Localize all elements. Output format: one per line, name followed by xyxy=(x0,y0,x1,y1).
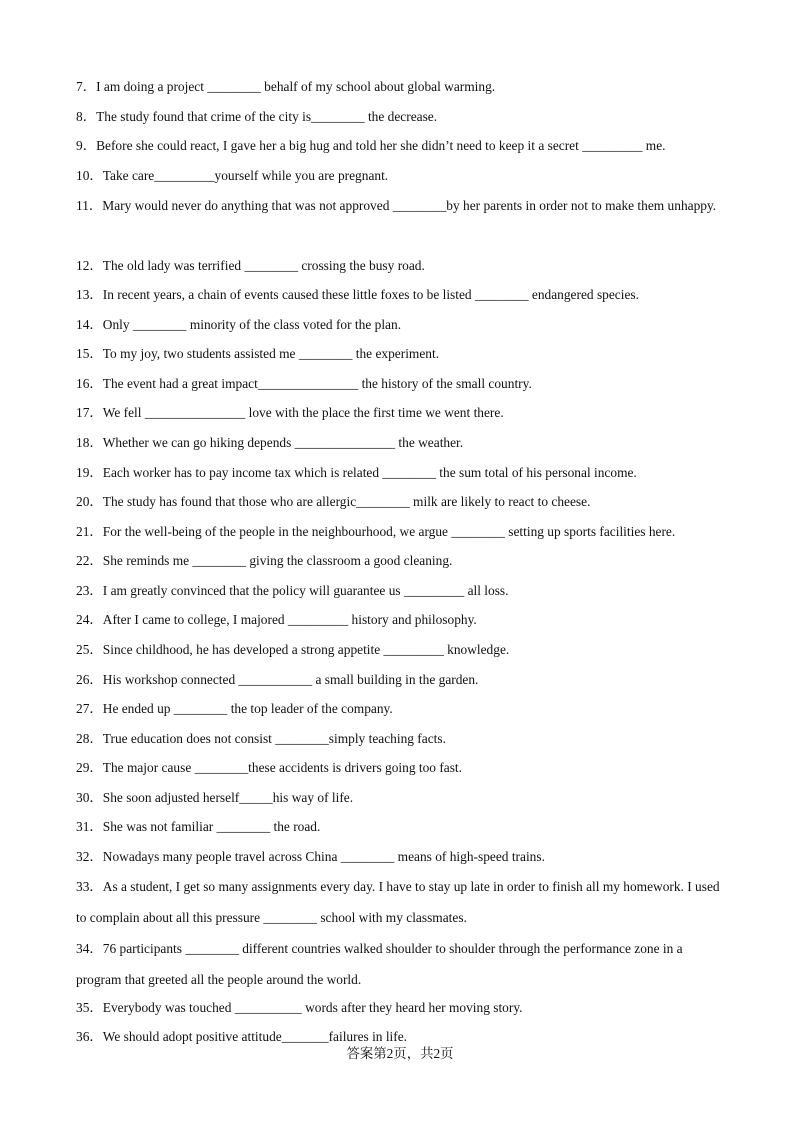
question-14: 14．Only ________ minority of the class voted for the plan. xyxy=(76,317,402,332)
question-28: 28．True education does not consist ________simply teaching facts. xyxy=(76,731,446,746)
question-35: 35．Everybody was touched __________ words after they heard her moving story. xyxy=(76,1000,523,1015)
question-29: 29．The major cause ________these accidents is drivers going too fast. xyxy=(76,760,463,775)
question-32: 32．Nowadays many people travel across China ________ means of high-speed trains. xyxy=(76,849,545,864)
question-16: 16．The event had a great impact_______________ the history of the small country. xyxy=(76,376,532,391)
question-8: 8．The study found that crime of the city is________ the decrease. xyxy=(76,109,438,124)
question-30: 30．She soon adjusted herself_____his way of life. xyxy=(76,790,354,805)
question-26: 26．His workshop connected ___________ a small building in the garden. xyxy=(76,672,479,687)
question-13: 13．In recent years, a chain of events caused these little foxes to be listed ________ endangered species. xyxy=(76,287,639,302)
question-24: 24．After I came to college, I majored _________ history and philosophy. xyxy=(76,612,477,627)
question-7: 7．I am doing a project ________ behalf of my school about global warming. xyxy=(76,79,496,94)
question-10: 10．Take care_________yourself while you are pregnant. xyxy=(76,168,389,183)
question-34: 34．76 participants ________ different countries walked shoulder to shoulder through the performance zone in a program that greeted all the people around the world. xyxy=(76,941,683,987)
question-18: 18．Whether we can go hiking depends _______________ the weather. xyxy=(76,435,464,450)
question-20: 20．The study has found that those who are allergic________ milk are likely to react to cheese. xyxy=(76,494,591,509)
question-21: 21．For the well-being of the people in the neighbourhood, we argue ________ setting up sports facilities here. xyxy=(76,524,676,539)
question-31: 31．She was not familiar ________ the road. xyxy=(76,819,321,834)
question-9: 9．Before she could react, I gave her a big hug and told her she didn’t need to keep it a secret _________ me. xyxy=(76,138,666,153)
question-27: 27．He ended up ________ the top leader of the company. xyxy=(76,701,393,716)
question-23: 23．I am greatly convinced that the policy will guarantee us _________ all loss. xyxy=(76,583,509,598)
question-17: 17．We fell _______________ love with the place the first time we went there. xyxy=(76,405,504,420)
question-15: 15．To my joy, two students assisted me ________ the experiment. xyxy=(76,346,440,361)
question-12: 12．The old lady was terrified ________ crossing the busy road. xyxy=(76,258,425,273)
question-36: 36．We should adopt positive attitude_______failures in life. xyxy=(76,1029,408,1044)
question-22: 22．She reminds me ________ giving the classroom a good cleaning. xyxy=(76,553,453,568)
question-33: 33．As a student, I get so many assignments every day. I have to stay up late in order to finish all my homework. I used to complain about all this pressure ________ school with my classmates. xyxy=(76,879,720,925)
question-19: 19．Each worker has to pay income tax which is related ________ the sum total of his personal income. xyxy=(76,465,637,480)
question-11: 11．Mary would never do anything that was not approved ________by her parents in order not to make them unhappy. xyxy=(76,198,717,213)
page-footer: 答案第2页，共2页 xyxy=(346,1046,454,1061)
question-25: 25．Since childhood, he has developed a strong appetite _________ knowledge. xyxy=(76,642,510,657)
